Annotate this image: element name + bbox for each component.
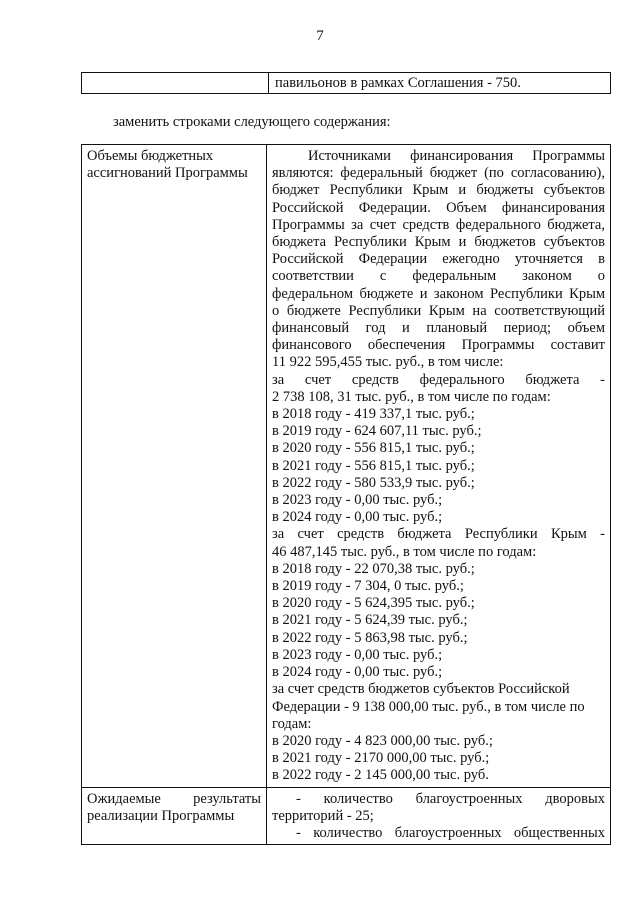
text-line: в 2018 году - 22 070,38 тыс. руб.; — [272, 560, 475, 577]
text-line: о бюджете Республики Крым на соответствующий — [272, 302, 605, 319]
text-line: федеральном бюджете и законом Республики Крым — [272, 285, 605, 302]
text-line: Российской Федерации. Объем финансирования — [272, 199, 605, 216]
text-line: в 2020 году - 4 823 000,00 тыс. руб.; — [272, 732, 493, 749]
text-line: в 2019 году - 624 607,11 тыс. руб.; — [272, 423, 482, 440]
row-label-budget — [82, 145, 267, 788]
label-line: ассигнований Программы — [87, 165, 248, 182]
page-number: 7 — [316, 28, 324, 44]
text-line: в 2019 году - 7 304, 0 тыс. руб.; — [272, 578, 464, 595]
text-line: в 2024 году - 0,00 тыс. руб.; — [272, 664, 443, 681]
table-cell-right: павильонов в рамках Соглашения - 750. — [269, 73, 611, 94]
intro-text: заменить строками следующего содержания: — [113, 114, 391, 130]
text-line: в 2023 году - 0,00 тыс. руб.; — [272, 492, 443, 509]
text-line: в 2021 году - 5 624,39 тыс. руб.; — [272, 612, 468, 629]
text-line: соответствии с федеральным законом о — [272, 268, 605, 285]
label-line: Объемы бюджетных — [87, 148, 214, 164]
label-line: реализации Программы — [87, 807, 235, 824]
label-line: Ожидаемые результаты — [87, 790, 261, 807]
text-line: - количество благоустроенных общественных — [296, 824, 605, 841]
row-label-results — [82, 787, 267, 845]
row-content-budget — [267, 145, 611, 788]
text-line: в 2023 году - 0,00 тыс. руб.; — [272, 646, 443, 663]
text-line: в 2022 году - 2 145 000,00 тыс. руб. — [272, 767, 489, 784]
text-line: в 2020 году - 5 624,395 тыс. руб.; — [272, 595, 475, 612]
text-line: 11 922 595,455 тыс. руб., в том числе: — [272, 354, 504, 371]
previous-table-fragment — [81, 72, 611, 94]
text-line: в 2021 году - 2170 000,00 тыс. руб.; — [272, 750, 490, 767]
text-line: за счет средств федерального бюджета - — [272, 371, 605, 388]
text-line: бюджет Республики Крым и бюджеты субъектов — [272, 182, 605, 199]
text-line: в 2021 году - 556 815,1 тыс. руб.; — [272, 457, 475, 474]
text-line: являются: федеральный бюджет (по согласованию), — [272, 165, 605, 182]
text-line: Программы за счет средств федерального бюджета, — [272, 216, 605, 233]
text-line: финансовый год и плановый период; объем — [272, 320, 605, 337]
row-content-results — [267, 787, 611, 845]
text-line: финансового обеспечения Программы составит — [272, 337, 605, 354]
table-row — [82, 73, 611, 94]
text-line: за счет средств бюджета Республики Крым - — [272, 526, 605, 543]
text-line: 2 738 108, 31 тыс. руб., в том числе по годам: — [272, 388, 551, 405]
table-row-budget — [82, 145, 611, 788]
text-line: Российской Федерации ежегодно уточняется в — [272, 251, 605, 268]
text-line: территорий - 25; — [272, 807, 374, 824]
text-line: 46 487,145 тыс. руб., в том числе по годам: — [272, 543, 537, 560]
text-line: Источниками финансирования Программы — [308, 148, 605, 164]
text-line: бюджета Республики Крым и бюджетов субъектов — [272, 234, 605, 251]
table-row-results — [82, 787, 611, 845]
table-cell-left — [82, 73, 269, 94]
text-line: в 2024 году - 0,00 тыс. руб.; — [272, 509, 443, 526]
text-line: Федерации - 9 138 000,00 тыс. руб., в том числе по — [272, 698, 585, 715]
text-line: в 2022 году - 580 533,9 тыс. руб.; — [272, 474, 475, 491]
text-line: за счет средств бюджетов субъектов Российской — [272, 681, 570, 698]
text-line: годам: — [272, 715, 312, 732]
text-line: в 2022 году - 5 863,98 тыс. руб.; — [272, 629, 468, 646]
text-line: в 2018 году - 419 337,1 тыс. руб.; — [272, 406, 475, 423]
text-line: в 2020 году - 556 815,1 тыс. руб.; — [272, 440, 475, 457]
text-line: - количество благоустроенных дворовых — [296, 790, 605, 807]
program-table — [81, 144, 611, 845]
